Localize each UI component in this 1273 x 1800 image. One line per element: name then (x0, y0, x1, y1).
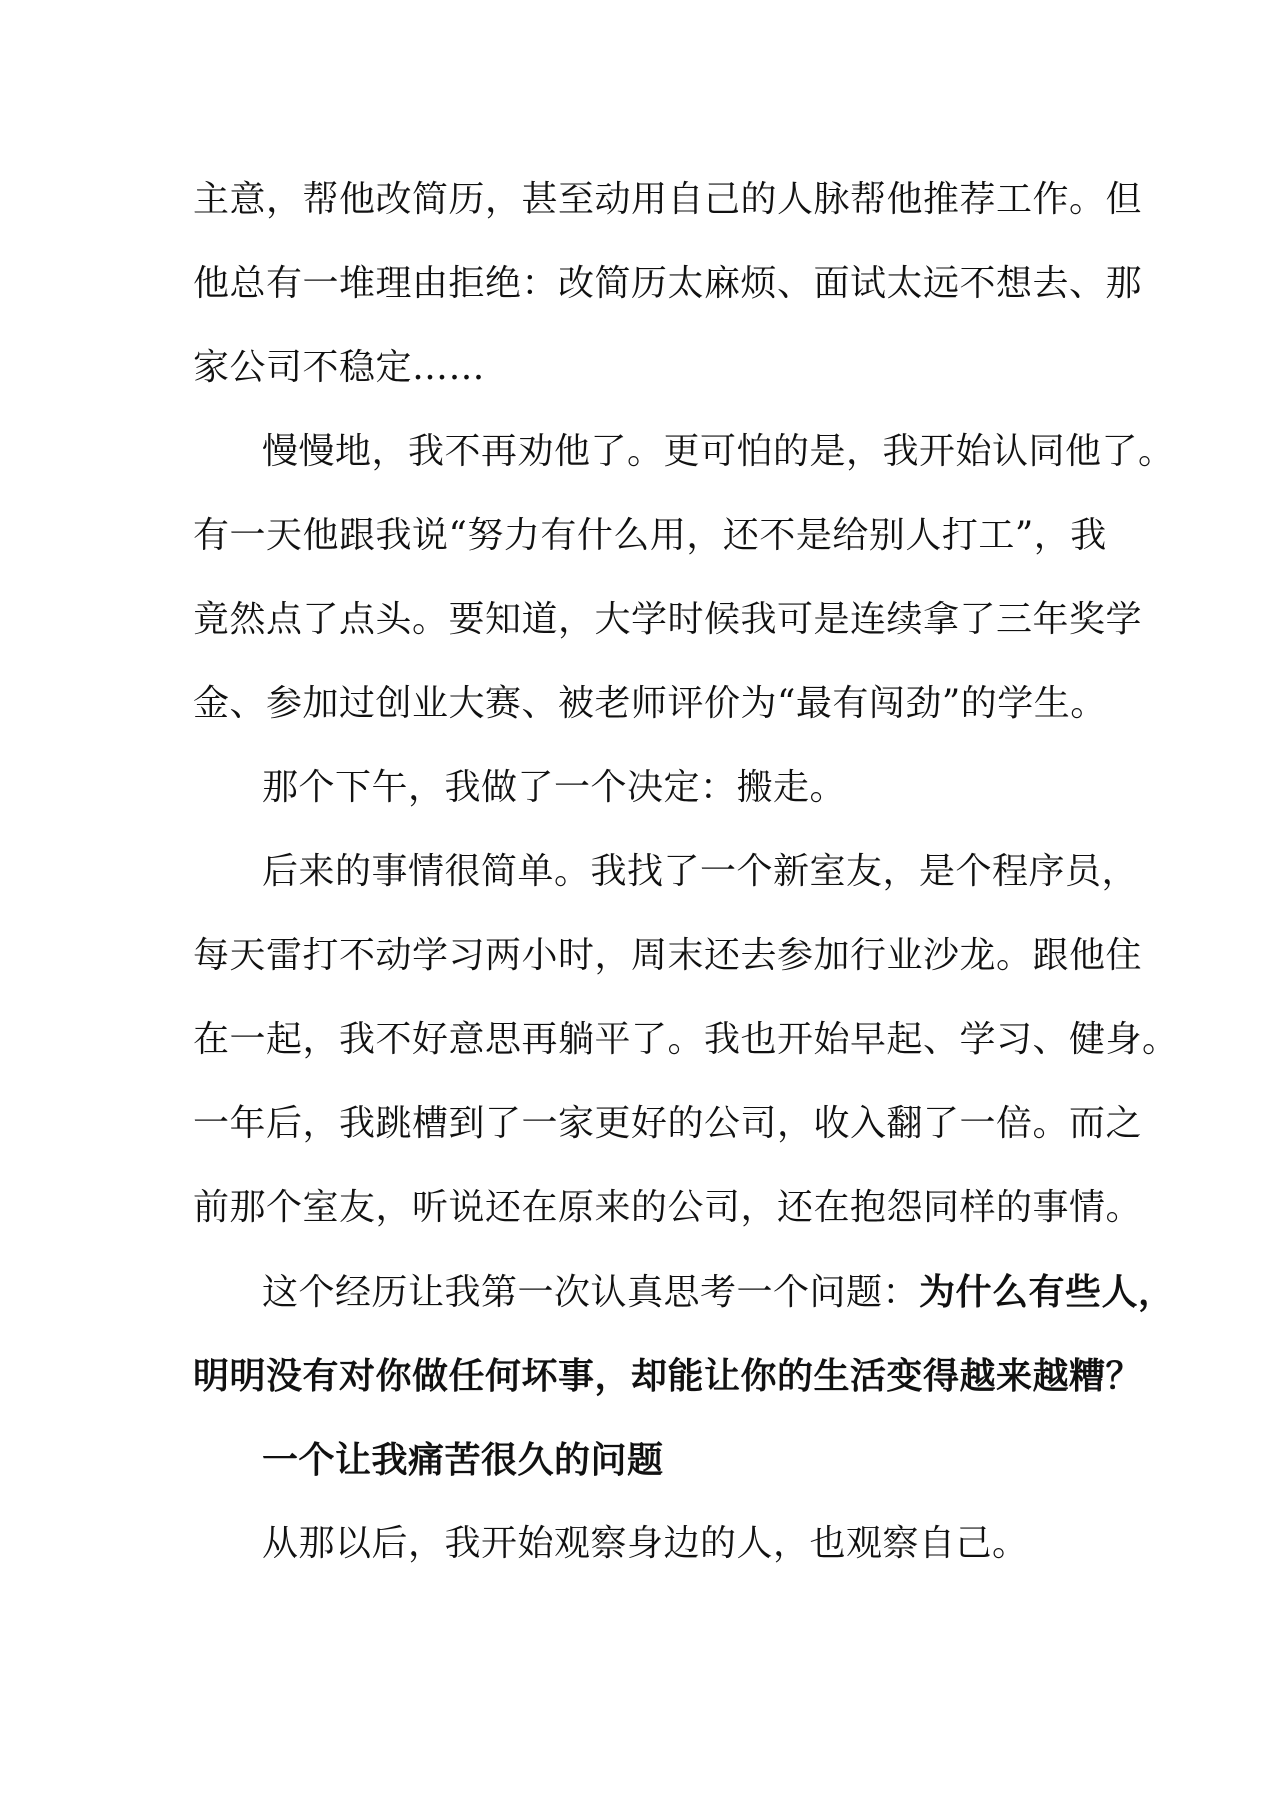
paragraph-text: 这个经历让我第一次认真思考一个问题： (262, 1272, 920, 1313)
paragraph-line: 一年后，我跳槽到了一家更好的公司，收入翻了一倍。而之 (193, 1103, 1143, 1144)
paragraph-line: 后来的事情很简单。我找了一个新室友，是个程序员， (262, 851, 1139, 892)
section-heading: 一个让我痛苦很久的问题 (262, 1439, 664, 1481)
paragraph-line: 家公司不稳定…… (193, 347, 486, 388)
paragraph-line: 主意，帮他改简历，甚至动用自己的人脉帮他推荐工作。但 (193, 179, 1143, 220)
paragraph-line: 他总有一堆理由拒绝：改简历太麻烦、面试太远不想去、那 (193, 263, 1143, 304)
paragraph-line: 竟然点了点头。要知道，大学时候我可是连续拿了三年奖学 (193, 599, 1143, 640)
paragraph-line: 每天雷打不动学习两小时，周末还去参加行业沙龙。跟他住 (193, 935, 1143, 976)
paragraph-line: 金、参加过创业大赛、被老师评价为“最有闯劲”的学生。 (193, 683, 1107, 724)
paragraph-line: 前那个室友，听说还在原来的公司，还在抱怨同样的事情。 (193, 1187, 1143, 1228)
paragraph-line: 从那以后，我开始观察身边的人，也观察自己。 (262, 1523, 1029, 1564)
paragraph-line: 那个下午，我做了一个决定：搬走。 (262, 767, 847, 808)
paragraph-line: 有一天他跟我说“努力有什么用，还不是给别人打工”，我 (193, 515, 1107, 556)
paragraph-line-mixed (193, 1250, 1175, 1334)
emphasis-line: 明明没有对你做任何坏事，却能让你的生活变得越来越糟？ (193, 1355, 1143, 1397)
document-body (193, 158, 1179, 1586)
emphasis-text: 为什么有些人， (919, 1271, 1175, 1313)
paragraph-line: 慢慢地，我不再劝他了。更可怕的是，我开始认同他了。 (262, 431, 1175, 472)
paragraph-line: 在一起，我不好意思再躺平了。我也开始早起、学习、健身。 (193, 1019, 1179, 1060)
